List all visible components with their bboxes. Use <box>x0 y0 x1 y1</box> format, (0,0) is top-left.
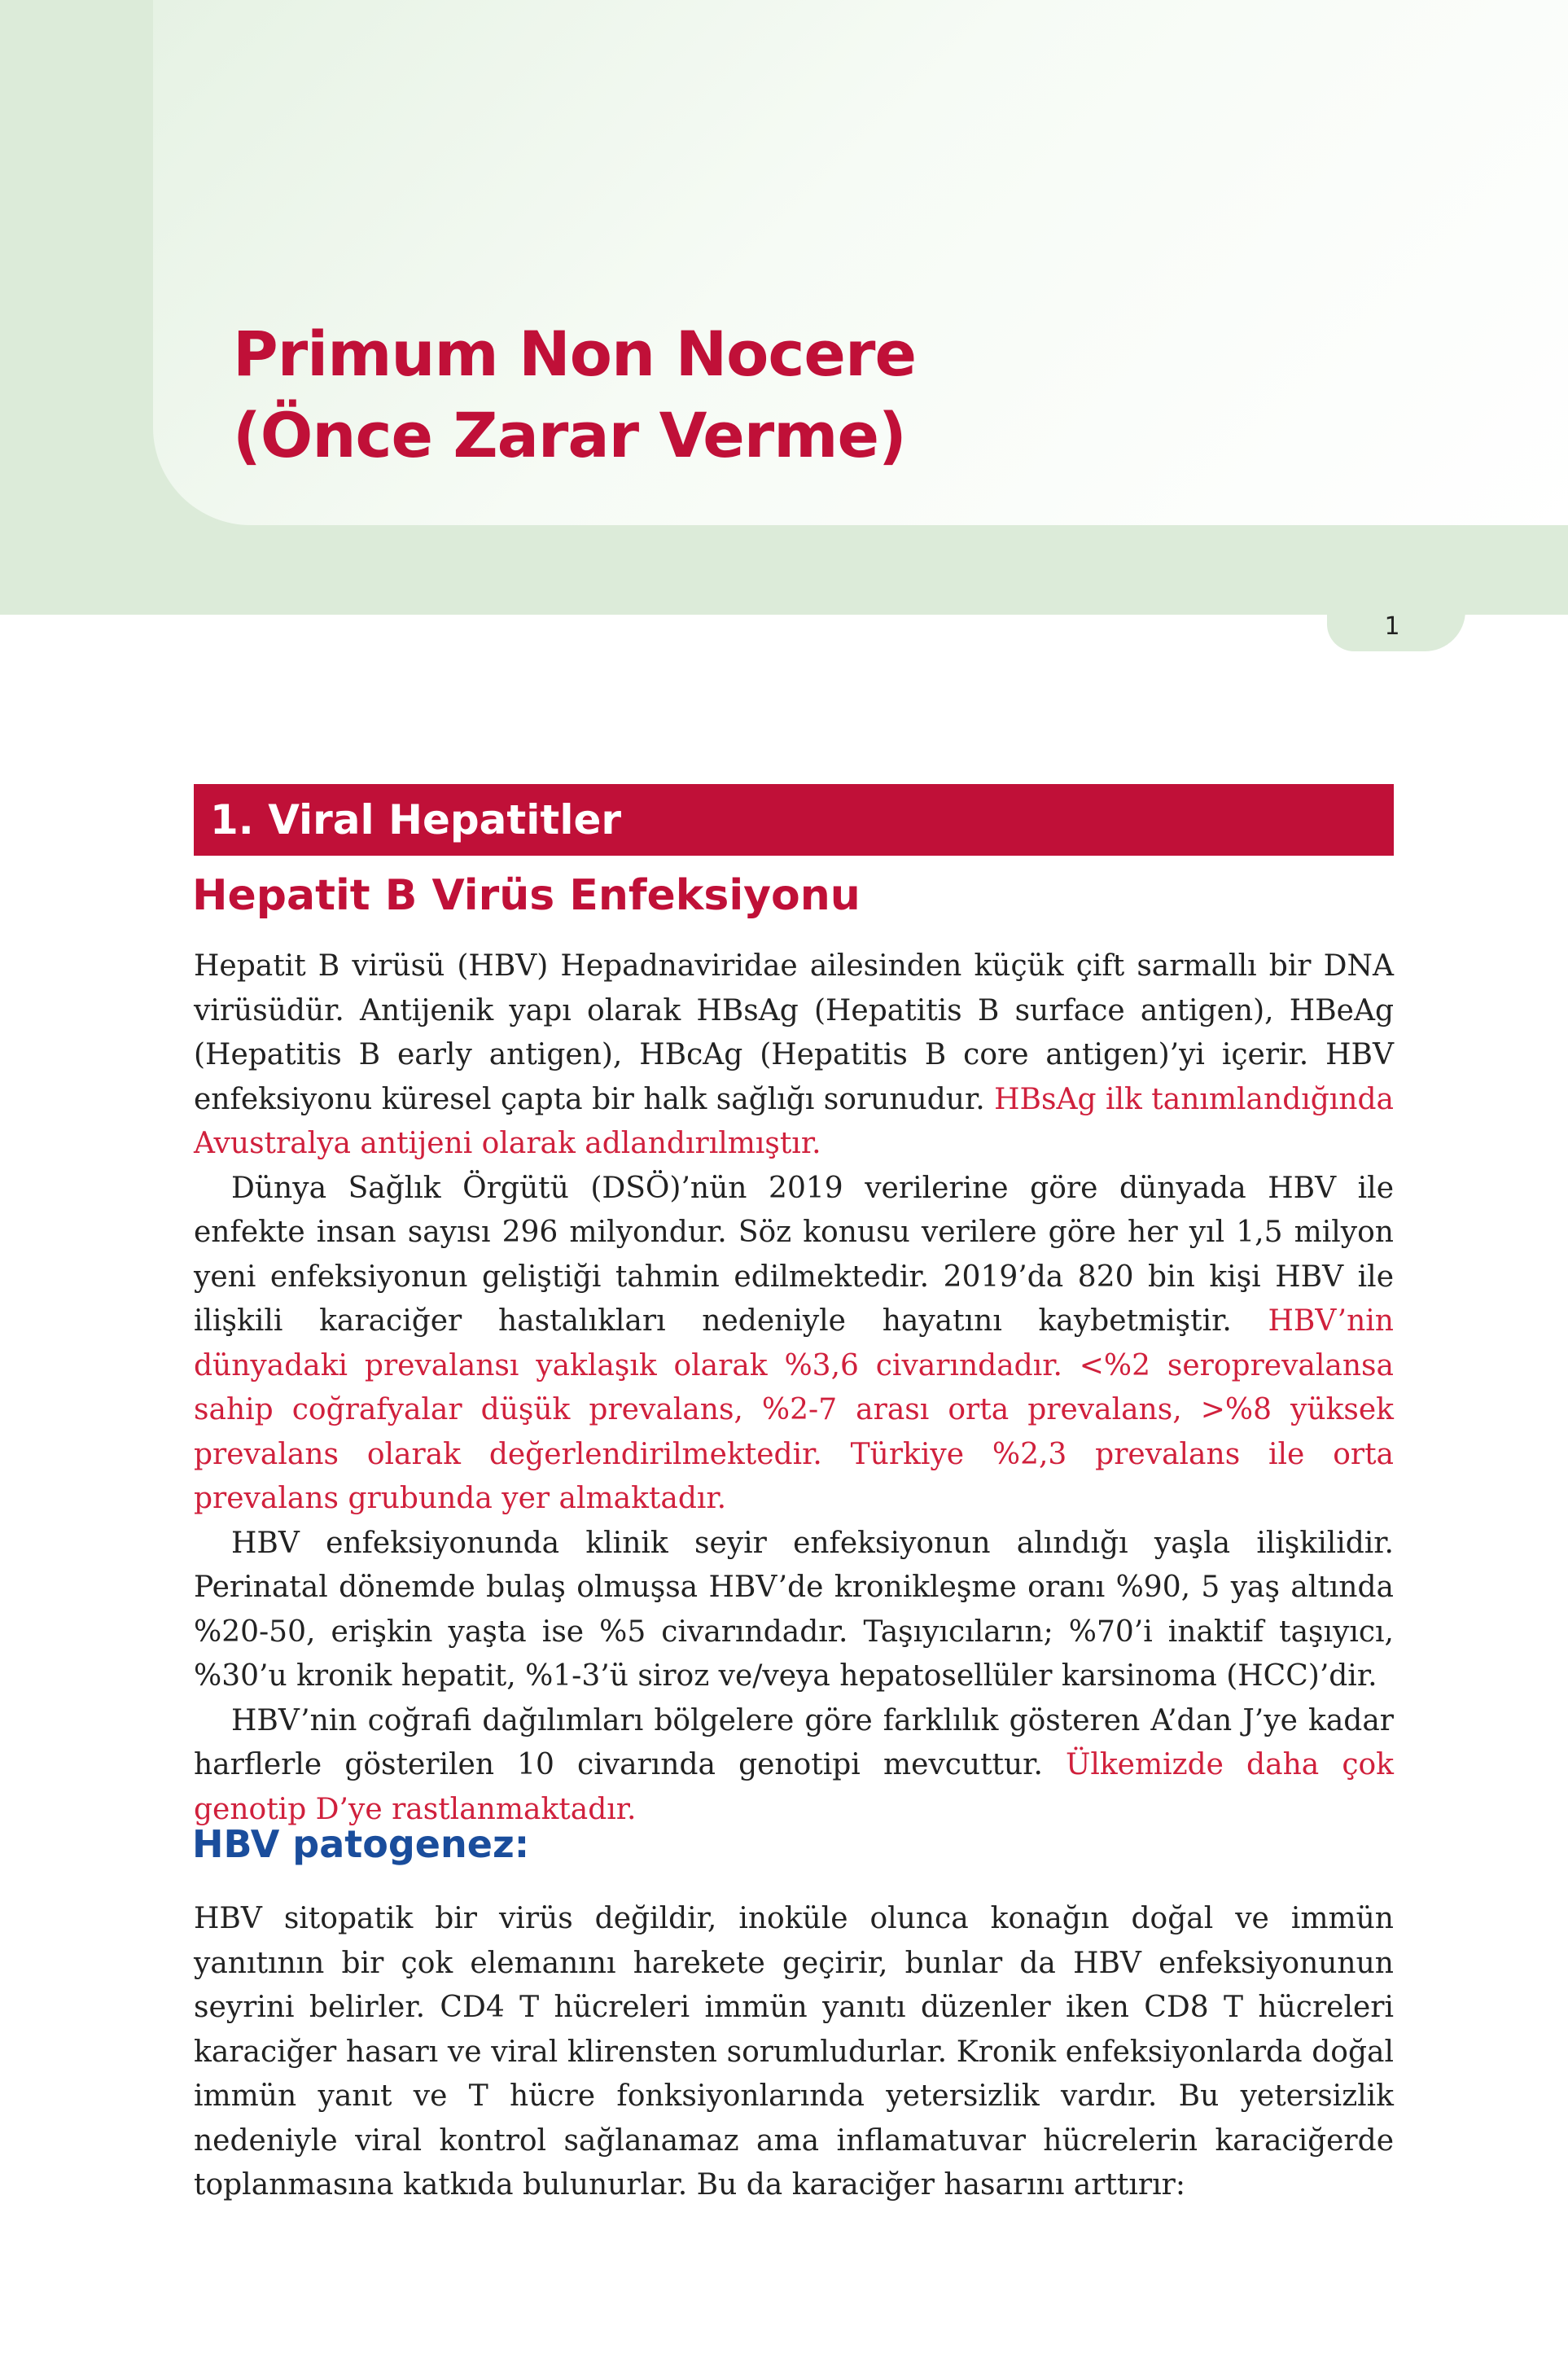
book-section-title <box>233 313 916 476</box>
paragraph-epidemiology <box>194 1167 1394 1522</box>
paragraph-clinical-course: HBV enfeksiyonunda klinik seyir enfeksiyonun alındığı yaşla ilişkilidir. Perinatal dönemde bulaş olmuşsa HBV’de kronikleşme oranı %90, 5 yaş altında %20-50, erişkin yaşta ise %5 civarındadır. Taşıyıcıların; %70’i inaktif taşıyıcı, %30’u kronik hepatit, %1-3’ü siroz ve/veya hepatosellüler karsinoma (HCC)’dir. <box>194 1526 1394 1693</box>
subsection-body <box>194 1897 1394 2208</box>
paragraph-genotypes <box>194 1699 1394 1833</box>
highlighted-text: Ülkemizde daha çok genotip D’ye rastlanmaktadır. <box>194 1748 1394 1826</box>
highlighted-text: HBV’nin dünyadaki prevalansı yaklaşık olarak %3,6 civarındadır. <%2 seroprevalansa sahip coğrafyalar düşük prevalans, %2-7 arası orta prevalans, >%8 yüksek prevalans olarak değerlendirilmektedir. Türkiye %2,3 prevalans ile orta prevalans grubunda yer almaktadır. <box>194 1304 1394 1515</box>
paragraph-hbv-intro <box>194 944 1394 1167</box>
page-number: 1 <box>1384 612 1400 641</box>
paragraph-text: HBV’nin coğrafi dağılımları bölgelere göre farklılık gösteren A’dan J’ye kadar harflerle gösterilen 10 civarında genotipi mevcuttur. <box>194 1703 1394 1781</box>
chapter-title: 1. Viral Hepatitler <box>210 796 622 843</box>
paragraph-text: Dünya Sağlık Örgütü (DSÖ)’nün 2019 verilerine göre dünyada HBV ile enfekte insan sayısı 296 milyondur. Söz konusu verilere göre her yıl 1,5 milyon yeni enfeksiyonun geliştiği tahmin edilmektedir. 2019’da 820 bin kişi HBV ile ilişkili karaciğer hastalıkları nedeniyle hayatını kaybetmiştir. <box>194 1171 1394 1338</box>
section-body <box>194 944 1394 1832</box>
highlighted-text: HBsAg ilk tanımlandığında Avustralya antijeni olarak adlandırılmıştır. <box>194 1082 1395 1160</box>
book-section-title-line2: (Önce Zarar Verme) <box>233 399 906 471</box>
subsection-title: HBV patogenez: <box>192 1822 530 1866</box>
book-section-title-line1: Primum Non Nocere <box>233 318 917 390</box>
section-title: Hepatit B Virüs Enfeksiyonu <box>192 871 861 920</box>
paragraph-pathogenesis: HBV sitopatik bir virüs değildir, inoküle olunca konağın doğal ve immün yanıtının bir çok elemanını harekete geçirir, bunlar da HBV enfeksiyonunun seyrini belirler. CD4 T hücreleri immün yanıtı düzenler iken CD8 T hücreleri karaciğer hasarı ve viral klirensten sorumludurlar. Kronik enfeksiyonlarda doğal immün yanıt ve T hücre fonksiyonlarında yetersizlik vardır. Bu yetersizlik nedeniyle viral kontrol sağlanamaz ama inflamatuvar hücrelerin karaciğerde toplanmasına katkıda bulunurlar. Bu da karaciğer hasarını arttırır: <box>194 1902 1394 2202</box>
paragraph-text: Hepatit B virüsü (HBV) Hepadnaviridae ailesinden küçük çift sarmallı bir DNA virüsüdür. Antijenik yapı olarak HBsAg (Hepatitis B surface antigen), HBeAg (Hepatitis B early antigen), HBcAg (Hepatitis B core antigen)’yi içerir. HBV enfeksiyonu küresel çapta bir halk sağlığı sorunudur. <box>194 949 1394 1116</box>
